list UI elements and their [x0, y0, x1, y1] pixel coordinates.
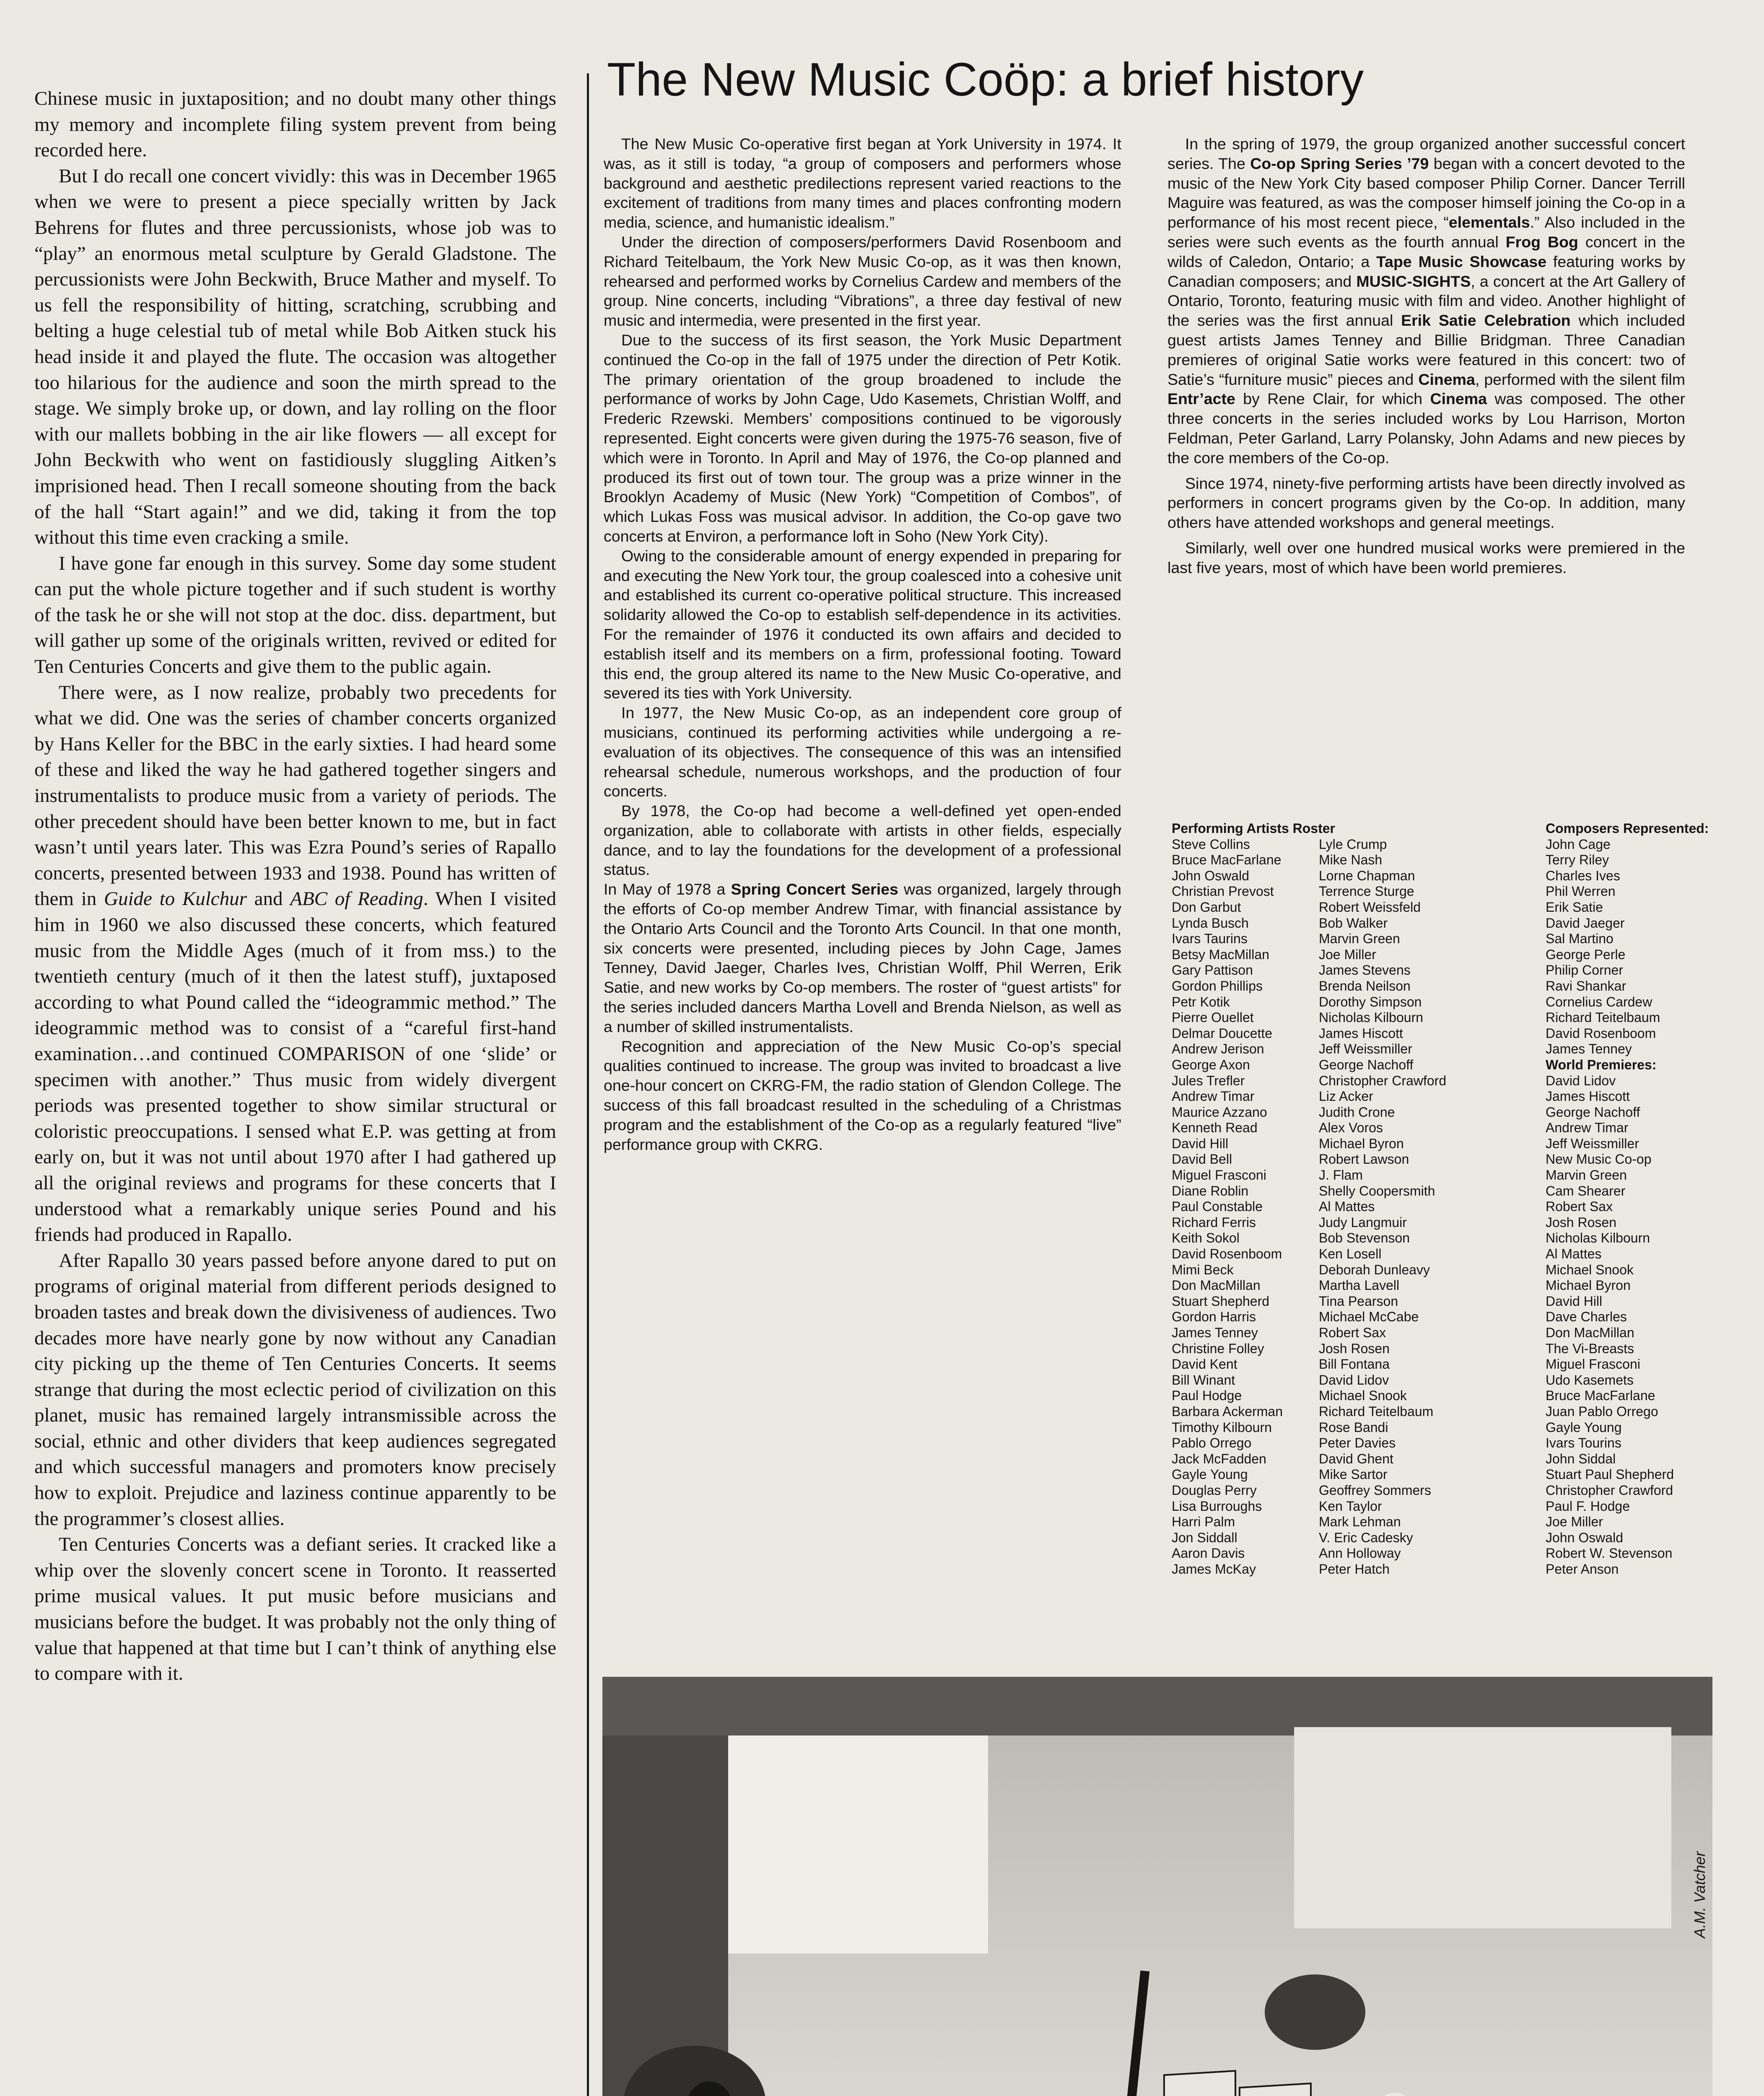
roster-name: Timothy Kilbourn [1172, 1419, 1272, 1435]
roster-name: Michael Snook [1319, 1388, 1407, 1403]
roster-name: James McKay [1172, 1561, 1256, 1577]
roster-name: Keith Sokol [1172, 1230, 1240, 1246]
roster-name: Richard Teitelbaum [1546, 1010, 1660, 1025]
roster-name: Petr Kotik [1172, 994, 1230, 1009]
roster-name: Gayle Young [1546, 1419, 1622, 1435]
roster-name: Robert Weissfeld [1319, 899, 1421, 915]
roster-name: Ann Holloway [1319, 1546, 1401, 1561]
roster-name: New Music Co-op [1546, 1152, 1652, 1167]
roster-name: John Siddal [1546, 1451, 1616, 1466]
roster-name: Al Mattes [1319, 1199, 1375, 1214]
roster-name: Mimi Beck [1172, 1262, 1234, 1277]
roster-name: David Hill [1172, 1136, 1229, 1151]
roster-name: Kenneth Read [1172, 1120, 1258, 1136]
roster-name: George Perle [1546, 947, 1626, 962]
roster-name: Joe Miller [1546, 1514, 1603, 1530]
roster-name: Nicholas Kilbourn [1319, 1010, 1424, 1025]
article-text: , performed with the silent film [1475, 370, 1686, 388]
roster-name: David Rosenboom [1546, 1025, 1656, 1041]
roster-name: James Tenney [1172, 1325, 1258, 1340]
roster-name: Udo Kasemets [1546, 1372, 1634, 1388]
essay-paragraph: Ten Centuries Concerts was a defiant series. It cracked like a whip over the slovenly concert scene in Toronto. It reasserted prime musical values. It put music before musicians and musicians before the budget. It was probably not the only thing of value that happened at that time but I can’t think of anything else to compare with it. [34, 1533, 556, 1685]
roster-name: Bruce MacFarlane [1172, 852, 1281, 868]
roster-name: Steve Collins [1172, 836, 1250, 852]
essay-paragraph: But I do recall one concert vividly: this was in December 1965 when we were to present a piece specially written by Jack Behrens for flutes and three percussionists, whose job was to “play” an enormous metal sculpture by Gerald Gladstone. The percussionists were John Beckwith, Bruce Mather and myself. To us fell the responsibility of hitting, scratching, scrubbing and belting a huge celestial tub of metal while Bob Aitken stuck his head inside it and played the flute. The occasion was altogether too hilarious for the audience and soon the mirth spread to the stage. We simply broke up, or down, and lay rolling on the floor with our mallets bobbing in the air like flowers — all except for John Beckwith who went on fastidiously sluggling Aitken’s imprisioned head. Then I recall someone shouting from the back of the hall “Start again!” and we did, taking it from the top without this time even cracking a smile. [34, 165, 556, 549]
article-paragraph: Owing to the considerable amount of energy expended in preparing for and executing the New York tour, the group coalesced into a cohesive unit and established its current co-operative political structure. This increased solidarity allowed the Co-op to establish self-dependence in its activities. For the remainder of 1976 it conducted its own affairs and decided to establish itself and its members on a firm, professional footing. Toward this end, the group altered its name to the New Music Co-operative, and severed its ties with York University. [604, 547, 1121, 702]
roster-name: Pierre Ouellet [1172, 1010, 1254, 1025]
roster-name: Betsy MacMillan [1172, 947, 1269, 962]
roster-name: Maurice Azzano [1172, 1104, 1267, 1120]
roster-name: Robert W. Stevenson [1546, 1546, 1673, 1561]
roster-name: Bill Fontana [1319, 1357, 1390, 1372]
article-paragraph: In 1977, the New Music Co-op, as an independent core group of musicians, continued its performing activities while undergoing a re-evaluation of its objectives. The consequence of this was an intensified rehearsal schedule, numerous workshops, and the production of four concerts. [604, 704, 1121, 800]
roster-name: Gordon Phillips [1172, 978, 1263, 994]
article-text: In May of 1978 a [604, 880, 731, 898]
film-title: Entr’acte [1167, 390, 1235, 408]
roster-name: John Oswald [1546, 1530, 1623, 1545]
roster-name: Tina Pearson [1319, 1293, 1398, 1309]
event-name: Tape Music Showcase [1376, 252, 1547, 270]
roster-name: Don MacMillan [1546, 1325, 1634, 1340]
article-title: The New Music Coöp: a brief history [607, 53, 1364, 106]
roster-name: Josh Rosen [1319, 1341, 1390, 1356]
roster-name: Gayle Young [1172, 1467, 1248, 1482]
roster-name: Christopher Crawford [1319, 1073, 1447, 1088]
article-text: , a concert at the Art Gallery of Ontario, Toronto, featuring music with film and video. Another highlight of the series was the first annual [1167, 272, 1685, 329]
roster-name: Lynda Busch [1172, 915, 1249, 931]
roster-name: Cam Shearer [1546, 1183, 1626, 1198]
roster-name: John Cage [1546, 836, 1611, 852]
roster-name: George Axon [1172, 1057, 1250, 1072]
article-text: was composed. The other three concerts in the series included works by Lou Harrison, Morton Feldman, Peter Garland, Larry Polansky, John Adams and new pieces by the core members of the Co-op. [1167, 390, 1686, 467]
roster-name: Peter Hatch [1319, 1561, 1390, 1577]
roster-name: Judith Crone [1319, 1104, 1395, 1120]
roster-names [1546, 837, 1709, 1057]
roster-name: Juan Pablo Orrego [1546, 1403, 1658, 1419]
roster-name: James Hiscott [1546, 1089, 1630, 1104]
roster-name: Jules Trefler [1172, 1073, 1245, 1088]
roster-name: Paul Constable [1172, 1199, 1263, 1214]
roster-name: James Tenney [1546, 1041, 1632, 1057]
photo-credit [1687, 1777, 1712, 2012]
roster-name: Lisa Burroughs [1172, 1498, 1262, 1514]
book-title: ABC of Reading [290, 888, 423, 910]
roster-name: Phil Werren [1546, 884, 1616, 899]
roster-name: Mike Nash [1319, 852, 1383, 868]
article-column-1 [604, 134, 1121, 1154]
roster-names [1546, 1073, 1709, 1577]
roster-name: Michael Byron [1546, 1278, 1631, 1293]
roster-name: Nicholas Kilbourn [1546, 1230, 1650, 1246]
roster-name: Lorne Chapman [1319, 868, 1415, 883]
roster-name: Al Mattes [1546, 1246, 1602, 1262]
roster-name: Jon Siddall [1172, 1530, 1237, 1545]
roster-name: Stuart Paul Shepherd [1546, 1467, 1674, 1482]
roster-name: Dorothy Simpson [1319, 994, 1422, 1009]
roster-name: Christian Prevost [1172, 884, 1274, 899]
roster-name: Cornelius Cardew [1546, 994, 1652, 1009]
roster-name: Shelly Coopersmith [1319, 1183, 1435, 1198]
roster-name: Judy Langmuir [1319, 1214, 1407, 1230]
roster-name: David Lidov [1319, 1372, 1389, 1388]
roster-name: Pablo Orrego [1172, 1435, 1252, 1451]
column-divider [587, 73, 589, 2096]
article-text: began with a concert devoted to the music of the New York City based composer Philip Corner. Dancer Terrill Maguire was featured, as was the composer himself joining the Co-op in a performance of his most recent piece, “ [1167, 154, 1686, 231]
roster-name: Alex Voros [1319, 1120, 1383, 1136]
work-title: Cinema [1418, 370, 1475, 388]
composers-list [1546, 821, 1709, 1577]
essay-text: . When I visited him in 1960 we also discussed these concerts, which featured music from the Middle Ages (much of it from mss.) to the twentieth century (much of it then the latest stuff), juxtaposed according to what Pound called the “ideogrammic method.” The ideogrammic method was to consist of a “careful first-hand examination…and continued COMPARISON of one ‘slide’ or specimen with another.” Thus music from widely divergent periods was presented together to show similar structural or coloristic preoccupations. I sensed what E.P. was getting at from early on, but it was not until about 1970 after I had gathered up all the original reviews and programs for these concerts that I understood what a remarkably unique series Pound and his friends had produced in Rapallo. [34, 888, 556, 1246]
roster-name: Delmar Doucette [1172, 1025, 1273, 1041]
roster-name: Peter Davies [1319, 1435, 1396, 1451]
roster-name: James Stevens [1319, 962, 1411, 978]
article-paragraph: Since 1974, ninety-five performing artists have been directly involved as performers in concert programs given by the Co-op. In addition, many others have attended workshops and general meetings. [1167, 474, 1685, 532]
roster-name: John Oswald [1172, 868, 1249, 883]
essay-text: and [246, 888, 291, 910]
roster-name: Peter Anson [1546, 1561, 1619, 1577]
article-paragraph [1167, 134, 1685, 468]
roster-name: Rose Bandi [1319, 1419, 1388, 1435]
roster-name: Richard Teitelbaum [1319, 1403, 1434, 1419]
roster-name: The Vi-Breasts [1546, 1341, 1634, 1356]
book-title: Guide to Kulchur [104, 888, 247, 910]
roster-name: Deborah Dunleavy [1319, 1262, 1430, 1277]
roster-name: Gary Pattison [1172, 962, 1253, 978]
roster-name: Ken Taylor [1319, 1498, 1382, 1514]
roster-names [1319, 837, 1446, 1577]
roster-name: Mike Sartor [1319, 1467, 1388, 1482]
roster-name: Miguel Frasconi [1546, 1357, 1640, 1372]
series-name: Co-op Spring Series ’79 [1250, 154, 1429, 172]
article-paragraph: Similarly, well over one hundred musical works were premiered in the last five years, most of which have been world premieres. [1167, 539, 1685, 576]
roster-name: Jeff Weissmiller [1546, 1136, 1639, 1151]
roster-name: Gordon Harris [1172, 1309, 1256, 1325]
article-text: .” Also included in the series were such events as the fourth annual [1167, 213, 1685, 251]
roster-name: Andrew Jerison [1172, 1041, 1264, 1057]
roster-name: Terrence Sturge [1319, 884, 1414, 899]
roster-name: Paul Hodge [1172, 1388, 1242, 1403]
performers-list-a [1172, 821, 1335, 1577]
essay-paragraph: Chinese music in juxtaposition; and no doubt many other things my memory and incomplete filing system prevent from being recorded here. [34, 88, 556, 161]
essay-paragraph [34, 680, 556, 1248]
ensemble-photo [602, 1677, 1712, 2096]
series-name: Spring Concert Series [731, 880, 898, 898]
essay-paragraph: After Rapallo 30 years passed before anyone dared to put on programs of original material from different periods designed to broaden tastes and break down the divisiveness of audiences. Two decades more have nearly gone by now without any Canadian city picking up the theme of Ten Centuries Concerts. It seems strange that during the most eclectic period of civilization on this planet, music has remained largely intransmissible across the social, ethnic and other dividers that keep audiences segregated and which successful managers and promoters know precisely how to exploit. Prejudice and laziness continue apparently to be the programmer’s closest allies. [34, 1249, 556, 1530]
roster-name: Philip Corner [1546, 962, 1623, 978]
article-paragraph: Recognition and appreciation of the New Music Co-op’s special qualities continued to increase. The group was invited to broadcast a live one-hour concert on CKRG-FM, the radio station of Glendon College. The success of this fall broadcast resulted in the scheduling of a Christmas program and the establishment of the Co-op as a regularly featured “live” performance group with CKRG. [604, 1037, 1121, 1153]
article-paragraph [604, 879, 1121, 1036]
roster-name: Erik Satie [1546, 899, 1603, 915]
roster-name: Bruce MacFarlane [1546, 1388, 1655, 1403]
roster-name: Harri Palm [1172, 1514, 1235, 1530]
schafer-essay-column [34, 86, 556, 1687]
roster-name: James Hiscott [1319, 1025, 1403, 1041]
roster-name: Douglas Perry [1172, 1482, 1257, 1498]
roster-name: Dave Charles [1546, 1309, 1627, 1325]
roster-name: Martha Lavell [1319, 1278, 1400, 1293]
roster-name: Sal Martino [1546, 931, 1614, 947]
roster-heading-spacer [1319, 821, 1446, 837]
roster-name: Josh Rosen [1546, 1214, 1616, 1230]
roster-name: Paul F. Hodge [1546, 1498, 1630, 1514]
roster-name: Joe Miller [1319, 947, 1376, 962]
roster-name: Stuart Shepherd [1172, 1293, 1270, 1309]
roster-names [1172, 837, 1335, 1577]
roster-name: Mark Lehman [1319, 1514, 1401, 1530]
roster-name: Bob Walker [1319, 915, 1388, 931]
roster-name: V. Eric Cadesky [1319, 1530, 1413, 1545]
event-name: MUSIC-SIGHTS [1356, 272, 1471, 290]
roster-name: Marvin Green [1319, 931, 1400, 947]
roster-name: Christopher Crawford [1546, 1482, 1673, 1498]
roster-name: Ken Losell [1319, 1246, 1382, 1262]
essay-paragraph: I have gone far enough in this survey. Some day some student can put the whole picture together and if such student is worthy of the task he or she will not stop at the doc. diss. department, but will gather up some of the originals written, revived or edited for Ten Centuries Concerts and give them to the public again. [34, 552, 556, 678]
roster-name: Michael Snook [1546, 1262, 1634, 1277]
essay-text: There were, as I now realize, probably two precedents for what we did. One was the series of chamber concerts organized by Hans Keller for the BBC in the early sixties. I had heard some of these and liked the way he had gathered together singers and instrumentalists to produce music from a variety of periods. The other precedent should have been better known to me, but in fact wasn’t until years later. This was Ezra Pound’s series of Rapallo concerts, presented between 1933 and 1938. Pound has written of them in [34, 681, 556, 910]
ensemble-photo-illustration [602, 1677, 1712, 2096]
roster-name: George Nachoff [1319, 1057, 1414, 1072]
roster-name: J. Flam [1319, 1167, 1363, 1183]
roster-name: George Nachoff [1546, 1104, 1640, 1120]
roster-name: Ravi Shankar [1546, 978, 1627, 994]
roster-name: Andrew Timar [1172, 1089, 1255, 1104]
premieres-heading: World Premieres: [1546, 1057, 1657, 1072]
article-paragraph: Due to the success of its first season, the York Music Department continued the Co-op in the fall of 1975 under the direction of Petr Kotik. The primary orientation of the group broadened to include the performance of works by John Cage, Udo Kasemets, Christian Wolff, and Frederic Rzewski. Members’ compositions continued to be vigorously represented. Eight concerts were given during the 1975-76 season, five of which were in Toronto. In April and May of 1976, the Co-op planned and produced its first out of town tour. The group was a prize winner in the Brooklyn Academy of Music (New York) “Competition of Combos”, of which Lukas Foss was musical advisor. In addition, the Co-op gave two concerts at Environ, a performance loft in Soho (New York City). [604, 331, 1121, 545]
article-paragraph: Under the direction of composers/performers David Rosenboom and Richard Teitelbaum, the York New Music Co-op, as it was then known, rehearsed and performed works by Cornelius Cardew and members of the group. Nine concerts, including “Vibrations”, a three day festival of new music and intermedia, were presented in the first year. [604, 233, 1121, 329]
roster-name: Bill Winant [1172, 1372, 1235, 1388]
roster-name: Geoffrey Sommers [1319, 1482, 1431, 1498]
roster-name: Miguel Frasconi [1172, 1167, 1266, 1183]
roster-name: Jack McFadden [1172, 1451, 1266, 1466]
roster-name: David Rosenboom [1172, 1246, 1282, 1262]
roster-name: Marvin Green [1546, 1167, 1627, 1183]
roster-name: Aaron Davis [1172, 1546, 1245, 1561]
event-name: Frog Bog [1505, 233, 1578, 251]
article-column-2 [1167, 134, 1685, 578]
roster-name: Andrew Timar [1546, 1120, 1629, 1136]
roster-name: Robert Sax [1319, 1325, 1386, 1340]
roster-name: Ivars Taurins [1172, 931, 1248, 947]
roster-name: David Lidov [1546, 1073, 1616, 1088]
roster-name: Charles Ives [1546, 868, 1620, 883]
roster-name: Barbara Ackerman [1172, 1403, 1283, 1419]
roster-name: Liz Acker [1319, 1089, 1373, 1104]
article-text: In the spring of 1979, the group organized another successful concert series. The [1167, 135, 1685, 172]
article-text: featuring works by Canadian composers; and [1167, 252, 1685, 290]
roster-name: Diane Roblin [1172, 1183, 1249, 1198]
roster-name: Don MacMillan [1172, 1278, 1261, 1293]
composers-heading: Composers Represented: [1546, 821, 1709, 836]
photo-credit-text: A.M. Vatcher [1691, 1851, 1708, 1938]
roster-name: David Hill [1546, 1293, 1603, 1309]
work-title: Cinema [1430, 390, 1487, 408]
roster-name: Jeff Weissmiller [1319, 1041, 1412, 1057]
roster-name: Robert Lawson [1319, 1152, 1409, 1167]
roster-heading: Performing Artists Roster [1172, 821, 1335, 836]
roster-name: Michael McCabe [1319, 1309, 1419, 1325]
roster-name: David Ghent [1319, 1451, 1393, 1466]
article-text: concert in the wilds of Caledon, Ontario; a [1167, 233, 1685, 270]
roster-name: Michael Byron [1319, 1136, 1404, 1151]
article-paragraph: The New Music Co-operative first began at York University in 1974. It was, as it still is today, “a group of composers and performers whose background and aesthetic predilections represent varied reactions to the excitement of traditions from many times and places confronting modern media, science, and humanistic idealism.” [604, 135, 1121, 231]
roster-name: Richard Ferris [1172, 1214, 1256, 1230]
roster-name: Brenda Neilson [1319, 978, 1411, 994]
roster-name: David Bell [1172, 1152, 1232, 1167]
roster-name: Terry Riley [1546, 852, 1609, 868]
roster-name: David Kent [1172, 1357, 1237, 1372]
roster-name: Lyle Crump [1319, 836, 1387, 852]
roster-name: Christine Folley [1172, 1341, 1264, 1356]
article-text: by Rene Clair, for which [1235, 390, 1430, 408]
event-name: Erik Satie Celebration [1401, 311, 1571, 329]
work-title: elementals [1448, 213, 1530, 231]
article-text: was organized, largely through the efforts of Co-op member Andrew Timar, with financial assistance by the Ontario Arts Council and the Toronto Arts Council. In that one month, six concerts were presented, including pieces by John Cage, James Tenney, David Jaeger, Charles Ives, Christian Wolff, Phil Werren, Erik Satie, and new works by Co-op members. The roster of “guest artists” for the series included dancers Martha Lovell and Brenda Nielson, as well as a number of skilled instrumentalists. [604, 880, 1122, 1035]
article-paragraph: By 1978, the Co-op had become a well-defined yet open-ended organization, able to collaborate with artists in other fields, especially dance, and to lay the foundations for the development of a professional status. [604, 802, 1121, 879]
roster-name: Robert Sax [1546, 1199, 1613, 1214]
article-text: which included guest artists James Tenney and Billie Bridgman. Three Canadian premieres of original Satie works were featured in this concert: two of Satie’s “furniture music” pieces and [1167, 311, 1685, 388]
roster-name: Don Garbut [1172, 899, 1241, 915]
roster-name: Bob Stevenson [1319, 1230, 1410, 1246]
roster-name: David Jaeger [1546, 915, 1625, 931]
roster-name: Ivars Tourins [1546, 1435, 1621, 1451]
performers-list-b [1319, 821, 1446, 1577]
